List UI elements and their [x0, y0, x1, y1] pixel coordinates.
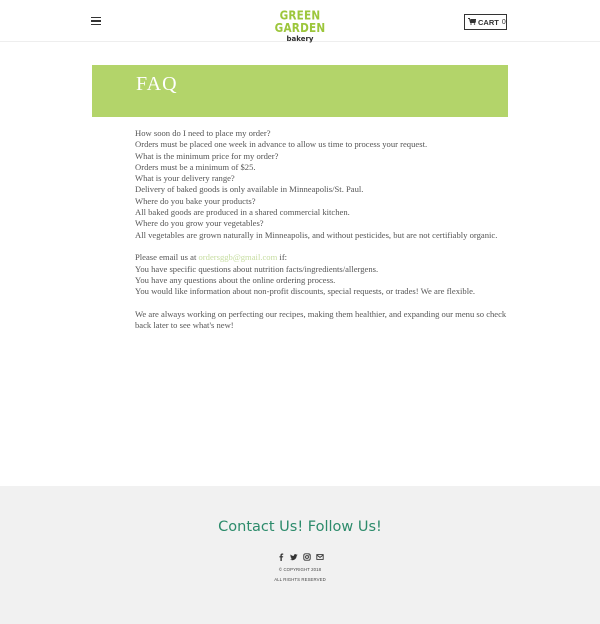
contact-suffix: if:	[277, 252, 288, 263]
site-footer	[0, 486, 600, 624]
closing-text: We are always working on perfecting our recipes, making them healthier, and expanding our menu so check back later to see what's new!	[135, 308, 507, 331]
faq-answer: Orders must be placed one week in advance to allow us time to process your request.	[135, 139, 428, 150]
faq-answer: All baked goods are produced in a shared commercial kitchen.	[135, 207, 350, 218]
social-links	[276, 552, 324, 562]
faq-question: Where do you grow your vegetables?	[135, 218, 264, 229]
page-title: FAQ	[136, 73, 178, 95]
facebook-icon[interactable]	[276, 553, 285, 562]
contact-reason: You have any questions about the online ordering process.	[135, 274, 336, 285]
contact-prefix: Please email us at	[135, 252, 199, 263]
hamburger-menu-icon[interactable]	[91, 17, 101, 25]
site-header	[0, 0, 600, 42]
contact-intro	[135, 252, 510, 263]
faq-content	[135, 128, 510, 331]
faq-answer: Delivery of baked goods is only available in Minneapolis/St. Paul.	[135, 184, 364, 195]
site-logo[interactable]	[262, 9, 338, 43]
logo-sub-text: bakery	[286, 35, 314, 43]
cart-count: 0	[501, 18, 506, 26]
faq-banner	[92, 65, 508, 117]
copyright-text: © COPYRIGHT 2018	[278, 567, 322, 572]
cart-label: CART	[478, 17, 499, 27]
faq-question: How soon do I need to place my order?	[135, 128, 271, 138]
shopping-cart-icon	[468, 18, 476, 27]
contact-reason: You have specific questions about nutrition facts/ingredients/allergens.	[135, 263, 379, 274]
faq-question: What is the minimum price for my order?	[135, 150, 279, 161]
footer-heading: Contact Us! Follow Us!	[218, 519, 382, 535]
faq-answer: All vegetables are grown naturally in Minneapolis, and without pesticides, but are not certifiably organic.	[135, 229, 498, 240]
email-icon[interactable]	[315, 553, 324, 562]
cart-button[interactable]	[464, 14, 507, 30]
faq-question: What is your delivery range?	[135, 173, 235, 184]
rights-text: ALL RIGHTS RESERVED	[274, 577, 326, 582]
instagram-icon[interactable]	[302, 553, 311, 562]
logo-main-text: GREEN GARDEN	[274, 9, 326, 36]
twitter-icon[interactable]	[289, 553, 298, 562]
faq-answer: Orders must be a minimum of $25.	[135, 161, 256, 172]
contact-reason: You would like information about non-profit discounts, special requests, or trades! We are flexible.	[135, 286, 476, 297]
email-link[interactable]: ordersggb@gmail.com	[198, 252, 278, 263]
faq-question: Where do you bake your products?	[135, 195, 256, 206]
